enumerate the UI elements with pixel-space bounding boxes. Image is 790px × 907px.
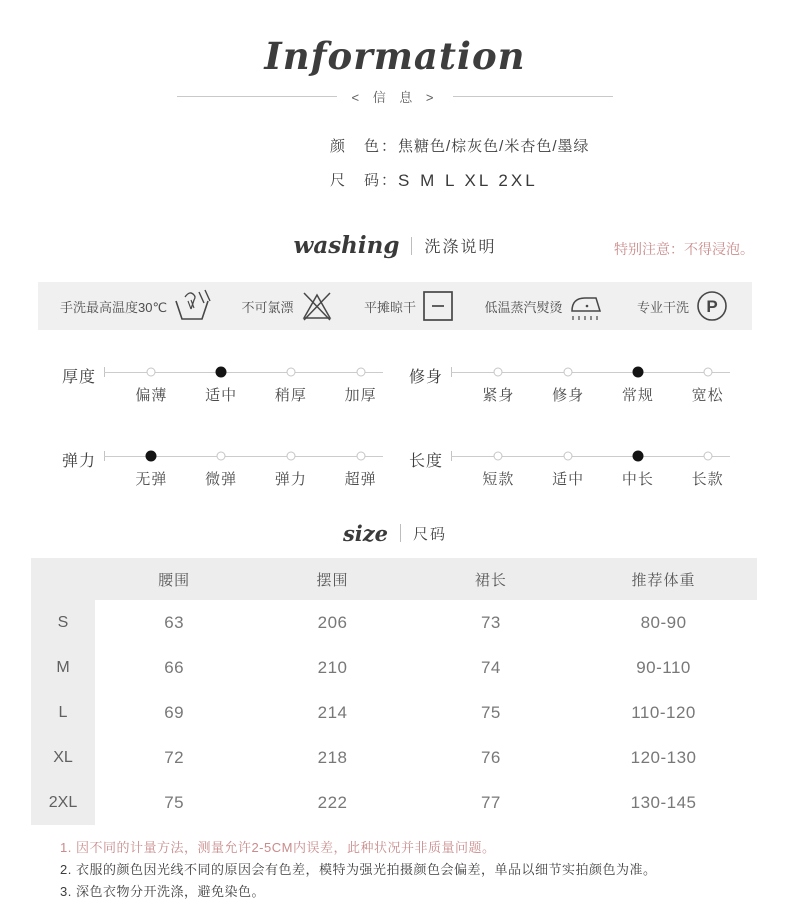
heading-separator: [411, 237, 412, 255]
cell-skirt-length: 73: [480, 612, 501, 632]
cell-skirt-length: 75: [480, 702, 501, 722]
cell-recommended-weight: 80-90: [640, 612, 687, 632]
subtitle-text: < 信 息 >: [351, 90, 439, 105]
slider-dot: [703, 368, 712, 377]
stop-label: 偏薄: [135, 387, 168, 404]
slider-length-track: [451, 444, 730, 502]
stop-label: 稍厚: [274, 387, 307, 404]
washing-item-dry-clean: [637, 288, 730, 324]
header-cell-waist: 腰围: [158, 571, 191, 589]
slider-dot: [356, 452, 365, 461]
washing-item-flat-dry: [364, 289, 455, 323]
cell-waist: 63: [164, 612, 185, 632]
cell-recommended-weight: 130-145: [630, 792, 697, 812]
color-value: 焦糖色/棕灰色/米杏色/墨绿: [398, 138, 590, 155]
page-title: Information: [264, 34, 526, 78]
cell-hem: 214: [317, 702, 348, 722]
no-bleach-icon: [299, 289, 335, 323]
cell-skirt-length: 76: [480, 747, 501, 767]
slider-fit-track: [451, 360, 730, 418]
stop-label: 中长: [621, 471, 654, 488]
dry-clean-icon: [694, 288, 730, 324]
washing-special-note: 特别注意：不得浸泡。: [614, 241, 754, 257]
slider-elasticity-label: 弹力: [62, 453, 97, 470]
slider-dot: [703, 452, 712, 461]
cell-waist: 69: [164, 702, 185, 722]
no-bleach-label: 不可氯漂: [241, 299, 294, 315]
stop-label: 修身: [552, 387, 585, 404]
cell-hem: 210: [317, 657, 348, 677]
slider-fit: [409, 360, 730, 418]
slider-dot: [564, 452, 573, 461]
table-row: [31, 780, 757, 825]
stop-label: 适中: [552, 471, 585, 488]
note-line: 2. 衣服的颜色因光线不同的原因会有色差，模特为强光拍摄颜色会偏差，单品以细节实拍颜色为准。: [60, 862, 657, 877]
washing-instructions-strip: [38, 282, 752, 330]
notes-section: [60, 837, 750, 903]
header-cell-skirt-length: 裙长: [474, 571, 507, 589]
flat-dry-icon: [421, 289, 455, 323]
stop-label: 弹力: [274, 471, 307, 488]
slider-dot: [146, 451, 157, 462]
stop-label: 常规: [621, 387, 654, 404]
cell-hem: 218: [317, 747, 348, 767]
svg-text:P: P: [706, 297, 718, 316]
track-line: [451, 372, 730, 373]
cell-recommended-weight: 90-110: [636, 657, 691, 677]
washing-item-no-bleach: [242, 289, 335, 323]
slider-thickness-track: [104, 360, 383, 418]
row-size-label: S: [31, 600, 95, 645]
cell-hem: 206: [317, 612, 348, 632]
washing-item-iron-low-temp: [485, 289, 608, 323]
slider-thickness: [62, 360, 383, 418]
washing-item-handwash: [60, 288, 212, 324]
handwash-label: 手洗最高温度30℃: [60, 299, 168, 315]
slider-length-label: 长度: [409, 453, 444, 470]
handwash-icon: [172, 288, 212, 324]
product-info: [330, 130, 790, 198]
slider-dot: [632, 367, 643, 378]
size-value: S M L XL 2XL: [398, 171, 538, 190]
slider-fit-label: 修身: [409, 369, 444, 386]
row-size-label: 2XL: [31, 780, 95, 825]
cell-recommended-weight: 120-130: [630, 747, 697, 767]
stop-label: 短款: [482, 471, 515, 488]
slider-dot: [286, 368, 295, 377]
track-line: [451, 456, 730, 457]
table-row: [31, 600, 757, 645]
cell-waist: 75: [164, 792, 185, 812]
slider-length: [409, 444, 730, 502]
header-cell-hem: 摆围: [316, 571, 349, 589]
stop-label: 长款: [691, 471, 724, 488]
note-line: 3. 深色衣物分开洗涤，避免染色。: [60, 884, 265, 899]
slider-dot: [564, 368, 573, 377]
stop-label: 宽松: [691, 387, 724, 404]
size-label: 尺 码：: [330, 172, 399, 189]
slider-dot: [147, 368, 156, 377]
stop-label: 适中: [205, 387, 238, 404]
washing-heading-cn: 洗涤说明: [424, 239, 497, 256]
note-line: 1. 因不同的计量方法，测量允许2-5CM内误差，此种状况并非质量问题。: [60, 840, 496, 855]
table-row: [31, 645, 757, 690]
cell-recommended-weight: 110-120: [631, 702, 696, 722]
size-section-heading: [0, 516, 790, 550]
stop-label: 无弹: [135, 471, 168, 488]
cell-waist: 66: [164, 657, 185, 677]
slider-dot: [216, 367, 227, 378]
stop-label: 紧身: [482, 387, 515, 404]
size-row: [330, 164, 790, 198]
cell-skirt-length: 77: [480, 792, 501, 812]
washing-heading-en: washing: [293, 232, 400, 259]
slider-dot: [286, 452, 295, 461]
slider-dot: [217, 452, 226, 461]
size-heading-cn: 尺码: [413, 525, 448, 543]
size-table: [31, 558, 757, 825]
table-row: [31, 735, 757, 780]
cell-hem: 222: [317, 792, 348, 812]
slider-elasticity: [62, 444, 383, 502]
dry-clean-label: 专业干洗: [636, 299, 689, 315]
cell-skirt-length: 74: [480, 657, 501, 677]
iron-low-temp-label: 低温蒸汽熨烫: [484, 299, 563, 315]
subtitle-rule-left: [177, 96, 337, 97]
heading-separator: [400, 524, 401, 542]
slider-dot: [494, 452, 503, 461]
row-size-label: XL: [31, 735, 95, 780]
cell-waist: 72: [164, 747, 185, 767]
page-subtitle: [0, 87, 790, 106]
stop-label: 微弹: [205, 471, 238, 488]
slider-dot: [356, 368, 365, 377]
color-label: 颜 色：: [330, 138, 399, 155]
slider-elasticity-track: [104, 444, 383, 502]
header-cell-recommended-weight: 推荐体重: [631, 571, 696, 589]
subtitle-rule-right: [453, 96, 613, 97]
header-section: [0, 0, 790, 106]
color-row: [330, 130, 790, 164]
table-row: [31, 690, 757, 735]
row-size-label: M: [31, 645, 95, 690]
slider-dot: [632, 451, 643, 462]
flat-dry-label: 平摊晾干: [364, 299, 417, 315]
attribute-sliders: [62, 360, 730, 502]
slider-dot: [494, 368, 503, 377]
size-heading-en: size: [342, 520, 389, 546]
washing-heading: [0, 232, 790, 266]
track-line: [104, 372, 383, 373]
stop-label: 加厚: [344, 387, 377, 404]
size-table-header-row: [31, 558, 757, 600]
slider-thickness-label: 厚度: [62, 369, 97, 386]
header-cell-empty: [31, 558, 95, 600]
stop-label: 超弹: [344, 471, 377, 488]
iron-low-temp-icon: [568, 289, 608, 323]
row-size-label: L: [31, 690, 95, 735]
